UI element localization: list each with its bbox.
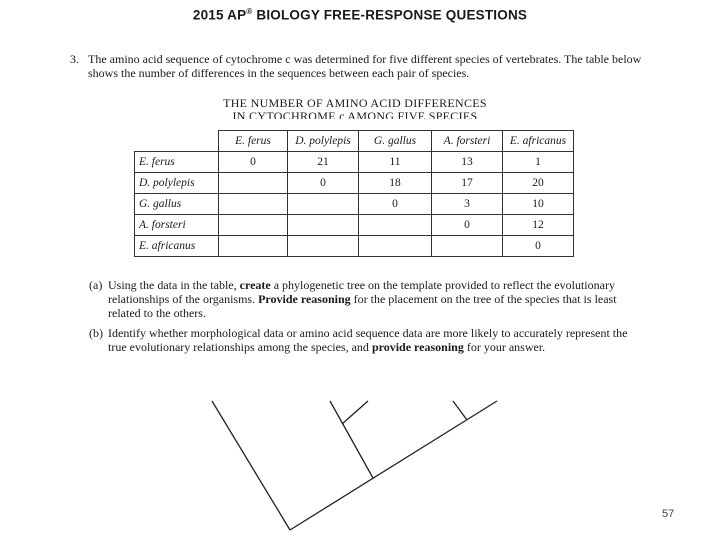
table-cell: 18 — [359, 173, 432, 194]
tree-branch — [290, 401, 497, 530]
page-header: 2015 AP® BIOLOGY FREE-RESPONSE QUESTIONS — [192, 7, 528, 23]
table-cell: 21 — [288, 152, 359, 173]
row-header: G. gallus — [135, 194, 219, 215]
row-header: D. polylepis — [135, 173, 219, 194]
question-number: 3. — [70, 52, 79, 66]
table-cell: 13 — [432, 152, 503, 173]
table-cell: 3 — [432, 194, 503, 215]
part-b-text: Identify whether morphological data or amino acid sequence data are more likely to accurately represent the true evolutionary relationships among the species, and provide reasoning for your answer. — [108, 326, 628, 354]
table-cell: 20 — [503, 173, 574, 194]
question-text: The amino acid sequence of cytochrome c was determined for five different species of vertebrates. The table below shows the number of differences in the sequences between each pair of species. — [88, 52, 642, 80]
table-cell: 17 — [432, 173, 503, 194]
table-cell: 0 — [359, 194, 432, 215]
column-header: A. forsteri — [432, 131, 503, 152]
column-header: G. gallus — [359, 131, 432, 152]
part-a-label: (a) — [89, 278, 103, 292]
tree-branch — [453, 401, 467, 420]
column-header: E. africanus — [503, 131, 574, 152]
row-header: A. forsteri — [135, 215, 219, 236]
table-cell: 0 — [503, 236, 574, 257]
tree-branch — [330, 401, 373, 478]
page-number: 57 — [662, 508, 675, 520]
table-cell: 0 — [288, 173, 359, 194]
table-cell: 11 — [359, 152, 432, 173]
table-cell: 1 — [503, 152, 574, 173]
row-header: E. africanus — [135, 236, 219, 257]
table-cell: 12 — [503, 215, 574, 236]
table-cell: 0 — [219, 152, 288, 173]
tree-branch — [212, 401, 290, 530]
column-header: E. ferus — [219, 131, 288, 152]
table-title: THE NUMBER OF AMINO ACID DIFFERENCES IN CYTOCHROME c AMONG FIVE SPECIES — [223, 97, 487, 119]
part-b-label: (b) — [89, 326, 103, 340]
row-header: E. ferus — [135, 152, 219, 173]
part-a-text: Using the data in the table, create a phylogenetic tree on the template provided to reflect the evolutionary relationships of the organisms. Provide reasoning for the placement on the tree of the species that is least related to the others. — [108, 278, 617, 320]
tree-branch — [342, 401, 368, 424]
table-cell: 10 — [503, 194, 574, 215]
table-cell: 0 — [432, 215, 503, 236]
column-header: D. polylepis — [288, 131, 359, 152]
